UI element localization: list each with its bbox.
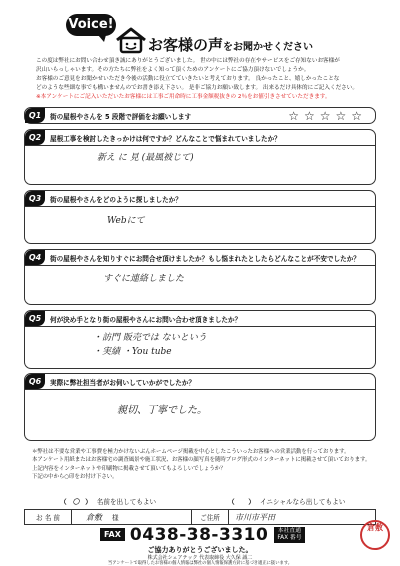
intro-line: 沢山いらっしゃいます。その方たちに弊社をよく知って頂くためのアンケートにご協力頂けないでしょうか。 xyxy=(36,67,310,73)
question-number: Q5 xyxy=(25,311,45,326)
voice-badge: Voice! xyxy=(66,14,116,36)
customer-info-box xyxy=(24,509,376,525)
name-field[interactable] xyxy=(72,510,192,524)
address-label: ご住所 xyxy=(192,510,229,524)
question-text: 街の屋根やさんをどのように探しましたか？ xyxy=(50,195,182,204)
fax-label: FAX xyxy=(100,528,125,541)
name-value: 倉敷 xyxy=(86,512,102,522)
address-field[interactable] xyxy=(229,510,375,524)
question-text: 街の屋根やさんを知りすぐにお問合せ頂けましたか？もし悩まれたとしたらどんなことが不安でしたか？ xyxy=(50,254,360,263)
question-6 xyxy=(24,373,376,441)
question-4 xyxy=(24,249,376,305)
consent-label: イニシャルなら出してもよい xyxy=(259,497,346,506)
answer-text[interactable]: 親切、丁寧でした。 xyxy=(117,405,207,416)
question-text: 屋根工事を検討したきっかけは何ですか？どんなことで悩まれていましたか？ xyxy=(50,134,281,143)
question-text: 実際に弊社担当者がお伺いしていかがでしたか？ xyxy=(50,378,196,387)
intro-line: この度は弊社にお問い合わせ頂き誠にありがとうございました。 世の中には弊社の存在やサービスをご存知ないお客様が xyxy=(36,58,340,64)
rating-stars[interactable]: ☆☆☆☆☆ xyxy=(288,108,367,123)
page-title xyxy=(148,34,313,55)
name-label: お 名 前 xyxy=(25,510,72,524)
question-text: 何が決め手となり街の屋根やさんにお問い合わせ頂きましたか？ xyxy=(50,315,242,324)
answer-text[interactable]: すぐに連絡しました xyxy=(103,274,185,284)
notice-line: 本アンケート用紙またはお客様宅の調査風景や施工状況、お客様の顔写真を随時ブログ形式のインターネットに掲載させて頂いております。 xyxy=(32,457,371,464)
discount-notice: ※本アンケートにご記入いただいたお客様には工事ご用命時に工事金額税抜きの 2％をお値引きさせていただきます。 xyxy=(36,94,331,100)
question-number: Q6 xyxy=(25,374,45,389)
question-number: Q2 xyxy=(25,130,45,145)
question-5 xyxy=(24,310,376,369)
question-number: Q1 xyxy=(25,108,45,123)
question-number: Q4 xyxy=(25,250,45,265)
fax-tag-line: FAX 番号 xyxy=(277,534,302,541)
question-2 xyxy=(24,129,376,185)
intro-line: お客様のご意見をお聞かせいただき今後の活動に役立てていきたいと考えております。 良かったこと、嬉しかったことな xyxy=(36,76,340,82)
consent-option-name[interactable] xyxy=(60,495,156,506)
answer-line[interactable]: ・訪門 販売では ないという xyxy=(93,333,207,343)
thanks-message: ご協力ありがとうございました。 xyxy=(147,546,253,554)
question-3 xyxy=(24,190,376,244)
honorific: 様 xyxy=(112,514,119,522)
fax-tag xyxy=(274,527,304,543)
notice-line: 上記内容をインターネットや印刷物に掲載させて頂いてもよろしいでしょうか？ xyxy=(32,465,226,472)
title-main: お客様の声 xyxy=(148,36,224,54)
consent-checkbox[interactable]: （ ） xyxy=(228,497,255,506)
title-tail: をお聞かせください xyxy=(223,42,314,53)
company-line: 株式会社シェアテック 代表取締役 大久保 誠二 xyxy=(147,555,253,561)
intro-line: どのような些細な事でも構いませんのでお書き添え下さい。 是非ご協力お願い致します。 出来るだけ具体的にご記入ください。 xyxy=(36,85,358,91)
address-value: 市川市平田 xyxy=(235,512,275,522)
name-seal-stamp: 倉敷 xyxy=(360,520,390,550)
privacy-note: 当アンケートで取得したお客様の個人情報は弊社の個人情報保護方針に基づき適正に扱います。 xyxy=(107,561,293,566)
fax-tag-line: 本社直通 xyxy=(277,527,301,534)
intro-text xyxy=(36,57,370,102)
question-1 xyxy=(24,107,376,124)
answer-text[interactable]: 新え に 見 (最風被じて) xyxy=(97,153,194,163)
answer-line[interactable]: ・実績 ・You tube xyxy=(93,347,172,357)
consent-option-initials[interactable] xyxy=(228,495,345,506)
question-number: Q3 xyxy=(25,191,45,206)
house-smiley-icon xyxy=(114,26,148,54)
publication-notice xyxy=(32,448,372,482)
answer-text[interactable]: Webにて xyxy=(107,216,145,226)
question-text: 街の屋根やさんを 5 段階で評価をお願いします xyxy=(50,112,192,121)
fax-row xyxy=(100,526,305,543)
notice-line: 下記の中から○印をお付け下さい。 xyxy=(32,474,118,481)
consent-checkbox[interactable]: （ 〇 ） xyxy=(60,497,92,506)
consent-label: 名前を出してもよい xyxy=(96,497,157,506)
fax-number: 0438-38-3310 xyxy=(129,524,269,545)
notice-line: ＊弊社は不要な営業や工事費を極力かけないぶんホームページ掲載を中心としたこういったお客様への営業活動を行っております。 xyxy=(32,449,350,455)
